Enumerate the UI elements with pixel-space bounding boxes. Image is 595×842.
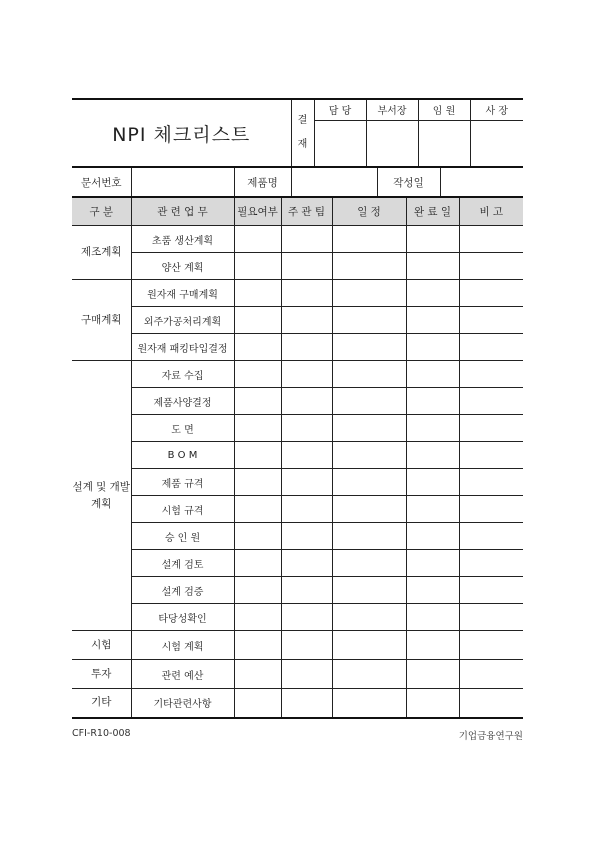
checklist-header-row [72,197,523,226]
remarks-field[interactable] [459,496,523,523]
completed-field[interactable] [406,660,459,689]
completed-field[interactable] [406,307,459,334]
remarks-field[interactable] [459,523,523,550]
checklist-row [72,689,523,718]
checklist-row [72,523,523,550]
schedule-field[interactable] [332,577,406,604]
approval-sign-dept-head[interactable] [366,120,418,167]
task-cell: 승 인 원 [131,523,234,550]
remarks-field[interactable] [459,469,523,496]
required-field[interactable] [234,226,281,253]
task-cell: 도 면 [131,415,234,442]
required-field[interactable] [234,361,281,388]
completed-field[interactable] [406,550,459,577]
schedule-field[interactable] [332,442,406,469]
approval-label [291,99,314,167]
header-completed: 완 료 일 [406,197,459,226]
completed-field[interactable] [406,523,459,550]
required-field[interactable] [234,577,281,604]
task-cell: 원자재 구매계획 [131,280,234,307]
task-cell: 양산 계획 [131,253,234,280]
approval-sign-president[interactable] [470,120,523,167]
task-cell: 제품 규격 [131,469,234,496]
checklist-row [72,442,523,469]
organization-name: 기업금융연구원 [458,731,523,742]
owner-field[interactable] [281,604,332,631]
task-cell: 관련 예산 [131,660,234,689]
form-code: CFI-R10-008 [72,728,131,739]
header-remarks: 비 고 [459,197,523,226]
completed-field[interactable] [406,280,459,307]
checklist-row [72,604,523,631]
approval-role-dept-head: 부서장 [366,99,418,120]
owner-field[interactable] [281,496,332,523]
schedule-field[interactable] [332,523,406,550]
category-cell: 제조계획 [72,226,131,280]
checklist-row [72,361,523,388]
checklist-row [72,631,523,660]
task-cell: 시험 규격 [131,496,234,523]
schedule-field[interactable] [332,361,406,388]
category-cell: 시험 [72,631,131,660]
remarks-field[interactable] [459,577,523,604]
checklist-table [72,196,523,719]
remarks-field[interactable] [459,334,523,361]
checklist-row [72,415,523,442]
completed-field[interactable] [406,388,459,415]
remarks-field[interactable] [459,550,523,577]
remarks-field[interactable] [459,442,523,469]
date-field[interactable] [440,167,523,198]
owner-field[interactable] [281,660,332,689]
checklist-row [72,496,523,523]
header-schedule: 일 정 [332,197,406,226]
owner-field[interactable] [281,334,332,361]
schedule-field[interactable] [332,660,406,689]
required-field[interactable] [234,631,281,660]
task-cell: 외주가공처리계획 [131,307,234,334]
task-cell: 제품사양결정 [131,388,234,415]
remarks-field[interactable] [459,388,523,415]
required-field[interactable] [234,415,281,442]
checklist-row [72,550,523,577]
checklist-row [72,577,523,604]
checklist-row [72,388,523,415]
header-category: 구 분 [72,197,131,226]
remarks-field[interactable] [459,253,523,280]
remarks-field[interactable] [459,226,523,253]
checklist-row [72,226,523,253]
required-field[interactable] [234,334,281,361]
required-field[interactable] [234,604,281,631]
task-cell: 타당성확인 [131,604,234,631]
checklist-row [72,660,523,689]
owner-field[interactable] [281,689,332,718]
remarks-field[interactable] [459,604,523,631]
completed-field[interactable] [406,631,459,660]
owner-field[interactable] [281,388,332,415]
owner-field[interactable] [281,415,332,442]
completed-field[interactable] [406,604,459,631]
required-field[interactable] [234,442,281,469]
approval-role-staff: 담 당 [314,99,366,120]
required-field[interactable] [234,550,281,577]
completed-field[interactable] [406,226,459,253]
owner-field[interactable] [281,577,332,604]
checklist-row [72,334,523,361]
owner-field[interactable] [281,280,332,307]
required-field[interactable] [234,523,281,550]
schedule-field[interactable] [332,307,406,334]
completed-field[interactable] [406,334,459,361]
owner-field[interactable] [281,307,332,334]
completed-field[interactable] [406,469,459,496]
task-cell: B O M [131,442,234,469]
checklist-body [72,226,523,718]
remarks-field[interactable] [459,660,523,689]
document-info-row [72,166,523,198]
schedule-field[interactable] [332,280,406,307]
required-field[interactable] [234,280,281,307]
header-owner: 주 관 팀 [281,197,332,226]
owner-field[interactable] [281,442,332,469]
task-cell: 기타관련사항 [131,689,234,718]
schedule-field[interactable] [332,496,406,523]
product-name-label: 제품명 [234,167,291,198]
owner-field[interactable] [281,361,332,388]
remarks-field[interactable] [459,280,523,307]
required-field[interactable] [234,388,281,415]
approval-label-bottom: 재 [297,139,308,151]
required-field[interactable] [234,469,281,496]
title-approval-block [72,98,523,168]
category-cell: 구매계획 [72,280,131,361]
completed-field[interactable] [406,253,459,280]
schedule-field[interactable] [332,415,406,442]
required-field[interactable] [234,307,281,334]
completed-field[interactable] [406,577,459,604]
owner-field[interactable] [281,226,332,253]
remarks-field[interactable] [459,361,523,388]
completed-field[interactable] [406,689,459,718]
required-field[interactable] [234,253,281,280]
owner-field[interactable] [281,550,332,577]
schedule-field[interactable] [332,550,406,577]
task-cell: 초품 생산계획 [131,226,234,253]
product-name-field[interactable] [291,167,377,198]
schedule-field[interactable] [332,388,406,415]
remarks-field[interactable] [459,689,523,718]
approval-sign-executive[interactable] [418,120,470,167]
completed-field[interactable] [406,361,459,388]
approval-role-president: 사 장 [470,99,523,120]
checklist-row [72,469,523,496]
checklist-row [72,253,523,280]
completed-field[interactable] [406,442,459,469]
header-required: 필요여부 [234,197,281,226]
category-cell: 기타 [72,689,131,718]
owner-field[interactable] [281,523,332,550]
date-label: 작성일 [377,167,440,198]
schedule-field[interactable] [332,689,406,718]
doc-number-field[interactable] [131,167,234,198]
completed-field[interactable] [406,496,459,523]
approval-label-top: 결 [297,115,308,127]
required-field[interactable] [234,689,281,718]
approval-role-executive: 임 원 [418,99,470,120]
completed-field[interactable] [406,415,459,442]
task-cell: 설계 검토 [131,550,234,577]
remarks-field[interactable] [459,415,523,442]
owner-field[interactable] [281,253,332,280]
category-cell: 투자 [72,660,131,689]
required-field[interactable] [234,660,281,689]
task-cell: 원자재 패킹타입결정 [131,334,234,361]
schedule-field[interactable] [332,334,406,361]
remarks-field[interactable] [459,307,523,334]
owner-field[interactable] [281,469,332,496]
checklist-row [72,280,523,307]
header-task: 관 련 업 무 [131,197,234,226]
schedule-field[interactable] [332,469,406,496]
task-cell: 설계 검증 [131,577,234,604]
category-cell: 설계 및 개발계획 [72,361,131,631]
schedule-field[interactable] [332,631,406,660]
schedule-field[interactable] [332,604,406,631]
owner-field[interactable] [281,631,332,660]
page-title: NPI 체크리스트 [72,99,291,167]
schedule-field[interactable] [332,253,406,280]
doc-number-label: 문서번호 [72,167,131,198]
task-cell: 시험 계획 [131,631,234,660]
task-cell: 자료 수집 [131,361,234,388]
approval-sign-staff[interactable] [314,120,366,167]
remarks-field[interactable] [459,631,523,660]
required-field[interactable] [234,496,281,523]
checklist-row [72,307,523,334]
schedule-field[interactable] [332,226,406,253]
